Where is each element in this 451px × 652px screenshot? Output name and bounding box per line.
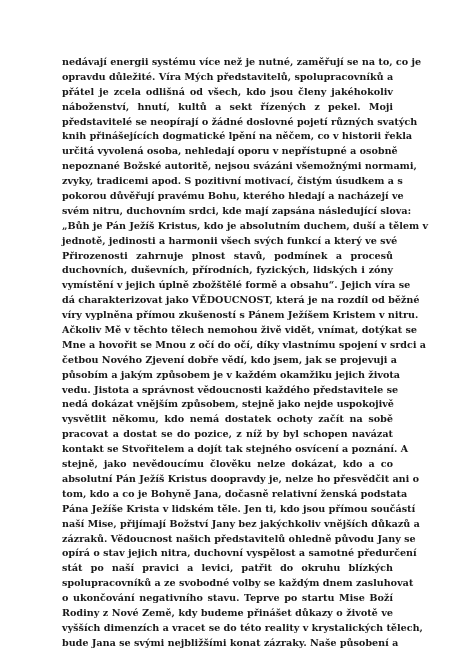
text-line: Mne a hovořit se Mnou z očí do očí, díky vlastnímu spojení v srdci a [62, 339, 427, 351]
text-line: „Bůh je Pán Ježíš Kristus, kdo je absolutním duchem, duší a tělem v [62, 220, 429, 232]
text-line: Přirozenosti zahrnuje plnost stavů, podmínek a procesů [62, 250, 393, 262]
text-line: přátel je zcela odlišná od všech, kdo jsou členy jakéhokoliv [62, 86, 393, 98]
text-line: působím a jakým způsobem je v každém okamžiku jejich života [62, 369, 400, 381]
text-line: Pána Ježíše Krista v lidském těle. Jen ti, kdo jsou přímou součástí [62, 503, 416, 515]
text-line: pracovat a dostat se do pozice, z níž by byl schopen navázat [62, 429, 393, 441]
text-line: náboženství, hnutí, kultů a sekt řízených z pekel. Moji [62, 101, 393, 113]
text-line: kontakt se Stvořitelem a dojít tak stejného osvícení a poznání. A [62, 444, 409, 456]
body-text [62, 56, 429, 652]
text-line: nedávají energii systému více než je nutné, zaměřují se na to, co je [62, 57, 422, 68]
text-line: určitá vyvolená osoba, nehledají oporu v nepřístupné a osobně [62, 146, 398, 158]
text-line: Rodiny z Nové Země, kdy budeme přinášet důkazy o životě ve [62, 607, 393, 619]
text-line: knih přinášejících dogmatické lpění na něčem, co v historii řekla [62, 131, 413, 143]
text-line: zvyky, tradicemi apod. S pozitivní motivací, čistým úsudkem a s [62, 176, 403, 188]
text-line: vymístění v jejich úplně zbožštělé formě a obsahu“. Jejich víra se [62, 280, 411, 292]
text-line: představitelé se neopírají o žádné doslovné pojetí různých svatých [62, 116, 418, 128]
text-line: Ačkoliv Mě v těchto tělech nemohou živě vidět, vnímat, dotýkat se [62, 325, 417, 337]
text-line: pokorou důvěřují pravému Bohu, kterého hledají a nacházejí ve [62, 191, 404, 203]
text-line: tom, kdo a co je Bohyně Jana, dočasně relativní ženská podstata [62, 488, 408, 500]
text-line: četbou Nového Zjevení dobře vědí, kdo jsem, jak se projevuji a [62, 354, 397, 366]
text-line: vedu. Jistota a správnost vědoucnosti každého představitele se [62, 384, 399, 396]
text-line: stát po naší pravici a levici, patřit do okruhu blízkých [62, 563, 393, 575]
text-line: nedá dokázat vnějším způsobem, stejně jako nejde uspokojivě [62, 399, 394, 411]
text-line: vyšších dimenzích a vracet se do této reality v krystalických tělech, [62, 622, 423, 634]
text-line: o ukončování negativního stavu. Teprve po startu Mise Boží [62, 593, 393, 605]
text-line: zázraků. Vědoucnost našich představitelů ohledně původu Jany se [62, 533, 416, 545]
text-line: víry vyplněna přímou zkušeností s Pánem Ježíšem Kristem v nitru. [62, 310, 419, 322]
text-line: spolupracovníků a ze svobodné volby se každým dnem zasluhovat [62, 578, 414, 590]
text-line: dá charakterizovat jako VĚDOUCNOST, která je na rozdíl od běžné [62, 295, 420, 307]
text-line: opravdu důležité. Víra Mých představitelů, spolupracovníků a [62, 71, 394, 83]
text-line: bude Jana se svými nejbližšími konat zázraky. Naše působení a [62, 637, 399, 649]
text-line: duchovních, duševních, přírodních, fyzických, lidských i zóny [62, 265, 393, 277]
text-line: nepoznané Božské autoritě, nejsou svázáni všemožnými normami, [62, 161, 417, 173]
text-line: vysvětlit někomu, kdo nemá dostatek ochoty začít na sobě [62, 414, 393, 426]
text-line: jednotě, jedinosti a harmonii všech svých funkcí a který ve své [62, 235, 398, 247]
text-line: naší Mise, přijímají Božství Jany bez jakýchkoliv vnějších důkazů a [62, 518, 420, 530]
text-line: opírá o stav jejich nitra, duchovní vyspělost a samotné předurčení [62, 548, 417, 560]
text-line: svém nitru, duchovním srdci, kde mají zapsána následující slova: [62, 205, 412, 217]
text-line: stejně, jako nevědoucímu člověku nelze dokázat, kdo a co [62, 459, 393, 471]
text-line: absolutní Pán Ježíš Kristus doopravdy je, nelze ho přesvědčit ani o [62, 473, 420, 485]
